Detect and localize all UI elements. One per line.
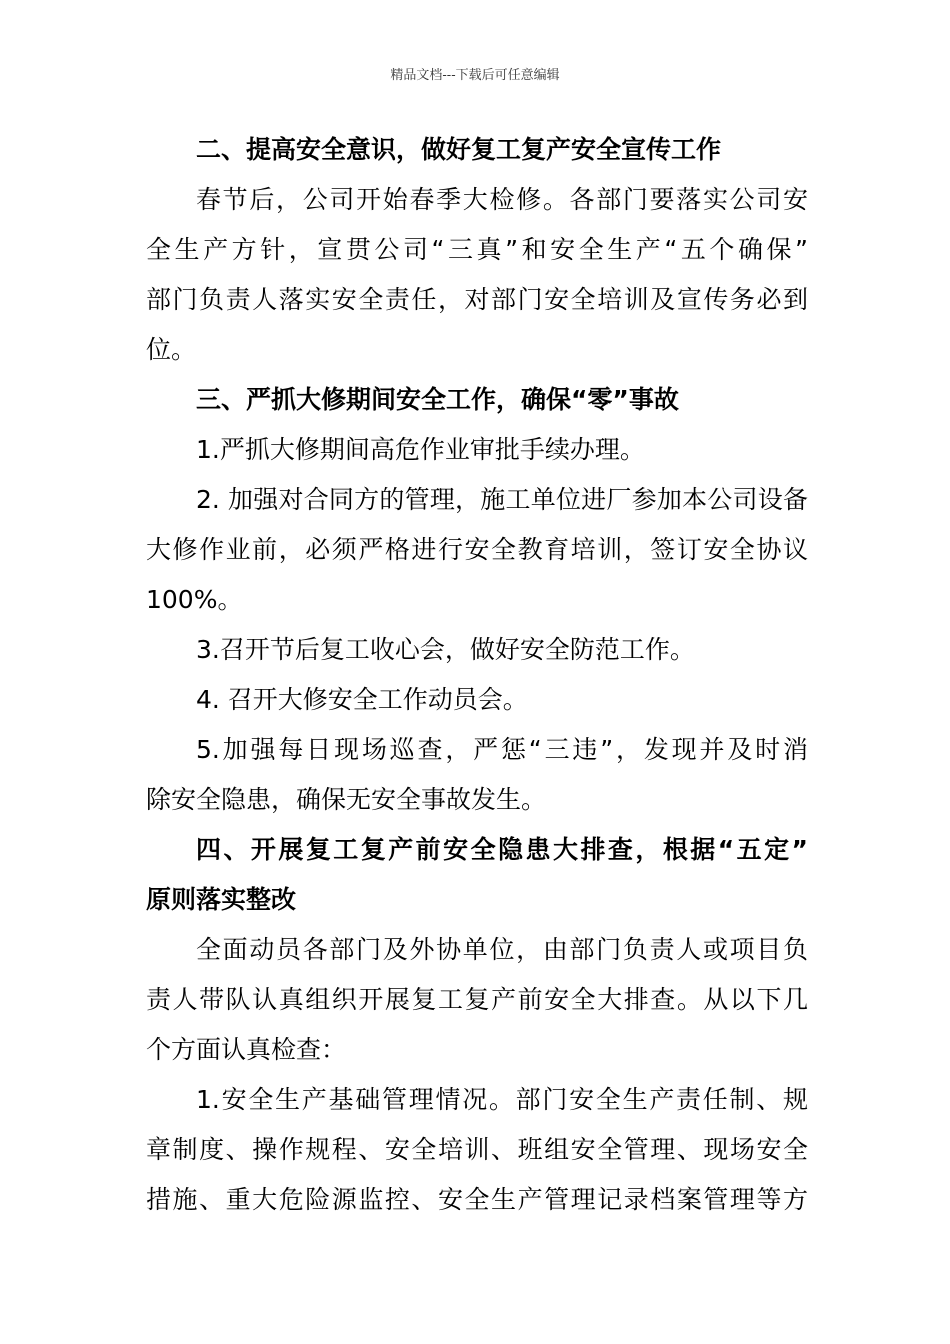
paragraph-line: 章制度、操作规程、安全培训、班组安全管理、现场安全 [146,1135,808,1164]
section-heading-3: 三、严抓大修期间安全工作，确保“零”事故 [196,385,679,414]
paragraph-line: 春节后，公司开始春季大检修。各部门要落实公司安 [196,185,808,214]
list-item: 1.严抓大修期间高危作业审批手续办理。 [196,435,645,464]
section-heading-4-cont: 原则落实整改 [146,885,297,914]
paragraph-line: 100%。 [146,585,243,614]
paragraph-line: 位。 [146,335,197,364]
paragraph-line: 全面动员各部门及外协单位，由部门负责人或项目负 [196,935,808,964]
paragraph-line: 大修作业前，必须严格进行安全教育培训，签订安全协议 [146,535,808,564]
paragraph-line: 部门负责人落实安全责任，对部门安全培训及宣传务必到 [146,285,808,314]
paragraph-line: 除安全隐患，确保无安全事故发生。 [146,785,547,814]
paragraph-line: 责人带队认真组织开展复工复产前安全大排查。从以下几 [146,985,808,1014]
paragraph-line: 全生产方针，宣贯公司“三真”和安全生产“五个确保” [146,235,808,264]
page-header: 精品文档---下载后可任意编辑 [390,68,560,83]
list-item: 4. 召开大修安全工作动员会。 [196,685,528,714]
list-item: 5.加强每日现场巡查，严惩“三违”，发现并及时消 [196,735,808,764]
paragraph-line: 个方面认真检查： [146,1035,347,1064]
section-heading-2: 二、提高安全意识，做好复工复产安全宣传工作 [196,135,722,164]
paragraph-line: 措施、重大危险源监控、安全生产管理记录档案管理等方 [146,1185,808,1214]
list-item: 3.召开节后复工收心会，做好安全防范工作。 [196,635,695,664]
list-item: 1.安全生产基础管理情况。部门安全生产责任制、规 [196,1085,808,1114]
section-heading-4: 四、开展复工复产前安全隐患大排查，根据“五定” [196,835,808,864]
list-item: 2. 加强对合同方的管理，施工单位进厂参加本公司设备 [196,485,808,514]
